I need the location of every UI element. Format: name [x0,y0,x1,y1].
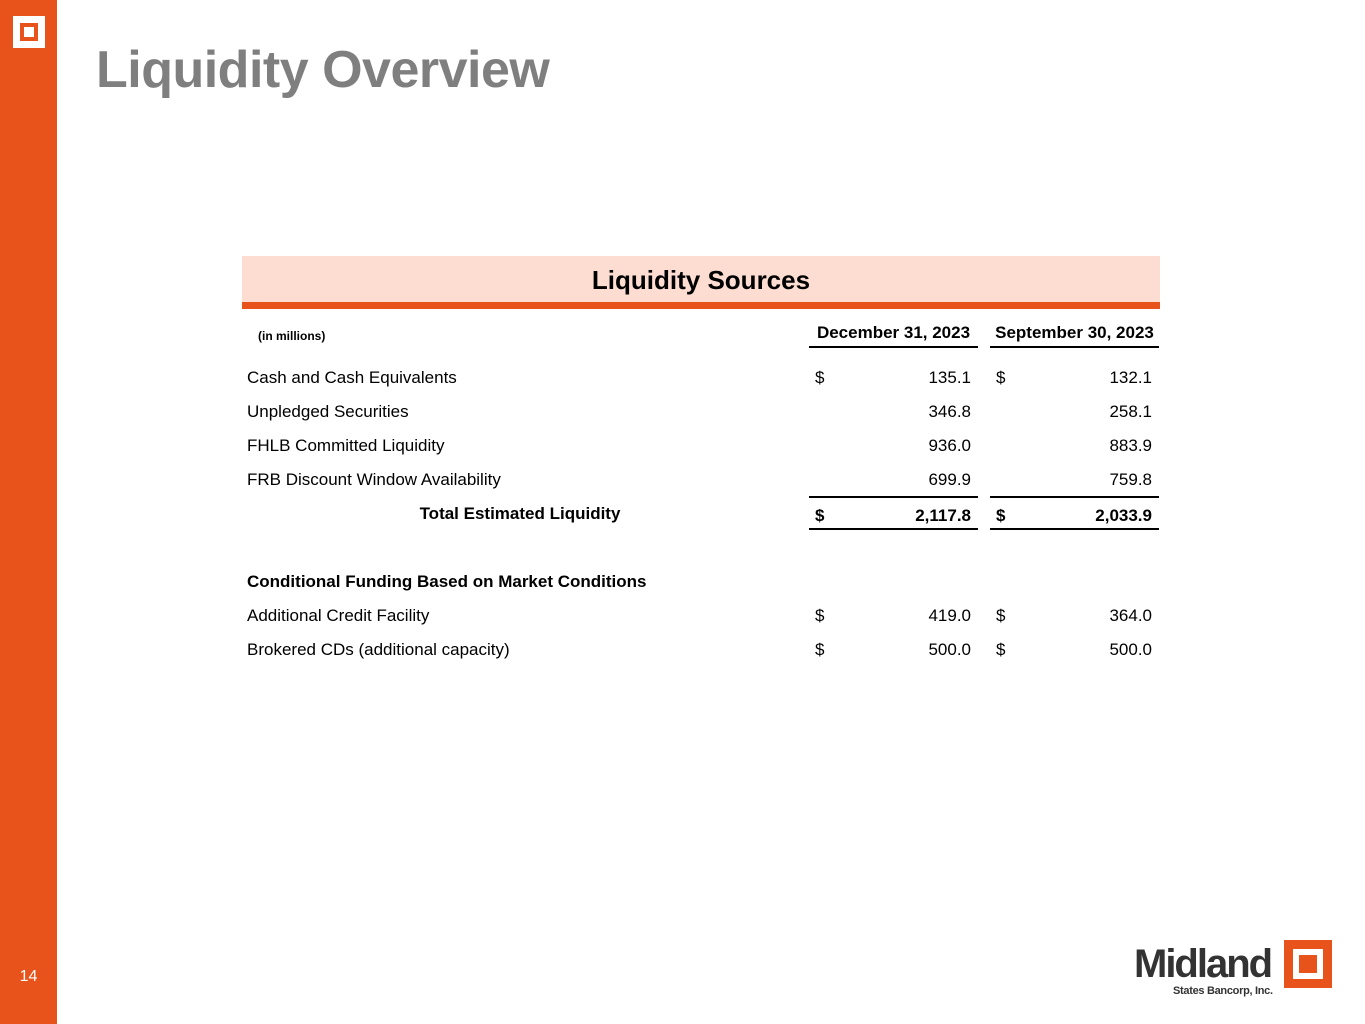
table-row [242,632,1160,666]
currency-symbol: $ [815,606,825,625]
cell-value: 364.0 [1109,606,1152,625]
table-title: Liquidity Sources [591,265,811,295]
cell-dec [809,394,978,428]
cell-value: 135.1 [928,368,971,387]
brand-name: Midland [1134,942,1272,986]
cell-dec-total [809,496,978,530]
cell-dec [809,462,978,496]
table-row [242,462,1160,496]
cell-dec [809,360,978,394]
cell-sep [990,462,1159,496]
row-label: Cash and Cash Equivalents [247,368,457,387]
conditional-heading: Conditional Funding Based on Market Conditions [247,572,647,591]
cell-dec [809,632,978,666]
cell-sep [990,632,1159,666]
cell-value: 883.9 [1109,436,1152,455]
liquidity-table [242,256,1160,666]
total-row [242,496,1160,530]
cell-sep [990,428,1159,462]
cell-sep [990,598,1159,632]
table-row [242,428,1160,462]
cell-sep [990,360,1159,394]
currency-symbol: $ [996,506,1006,525]
table-row [242,394,1160,428]
cell-value: 936.0 [928,436,971,455]
cell-value: 500.0 [928,640,971,659]
currency-symbol: $ [815,640,825,659]
row-label: Unpledged Securities [247,402,409,421]
currency-symbol: $ [815,506,825,525]
cell-sep-total [990,496,1159,530]
cell-value: 759.8 [1109,470,1152,489]
table-row [242,360,1160,394]
column-header-sep-2023: September 30, 2023 [990,323,1159,348]
column-header-dec-2023: December 31, 2023 [809,323,978,348]
cell-sep [990,394,1159,428]
brand-square-icon [1284,940,1332,988]
cell-value: 2,117.8 [915,506,971,525]
cell-dec [809,598,978,632]
square-logo-icon [13,16,45,48]
table-row [242,598,1160,632]
row-label: FRB Discount Window Availability [247,470,501,489]
row-label: Additional Credit Facility [247,606,430,625]
cell-dec [809,428,978,462]
cell-value: 419.0 [928,606,971,625]
currency-symbol: $ [996,368,1006,387]
cell-value: 258.1 [1109,402,1152,421]
page-title: Liquidity Overview [96,41,550,99]
units-note: (in millions) [258,329,326,343]
currency-symbol: $ [996,640,1006,659]
cell-value: 132.1 [1109,368,1152,387]
column-headers [242,309,1160,349]
currency-symbol: $ [996,606,1006,625]
row-label: Brokered CDs (additional capacity) [247,640,510,659]
cell-value: 699.9 [928,470,971,489]
total-label: Total Estimated Liquidity [419,504,621,523]
cell-value: 500.0 [1109,640,1152,659]
cell-value: 2,033.9 [1095,506,1152,525]
table-header-band [242,256,1160,309]
page-number: 14 [19,968,38,985]
section-heading-row [242,564,1160,598]
midland-logo [1134,940,1334,1000]
currency-symbol: $ [815,368,825,387]
row-label: FHLB Committed Liquidity [247,436,445,455]
cell-value: 346.8 [928,402,971,421]
brand-subtitle: States Bancorp, Inc. [1173,985,1273,997]
sidebar-accent [0,0,57,1024]
